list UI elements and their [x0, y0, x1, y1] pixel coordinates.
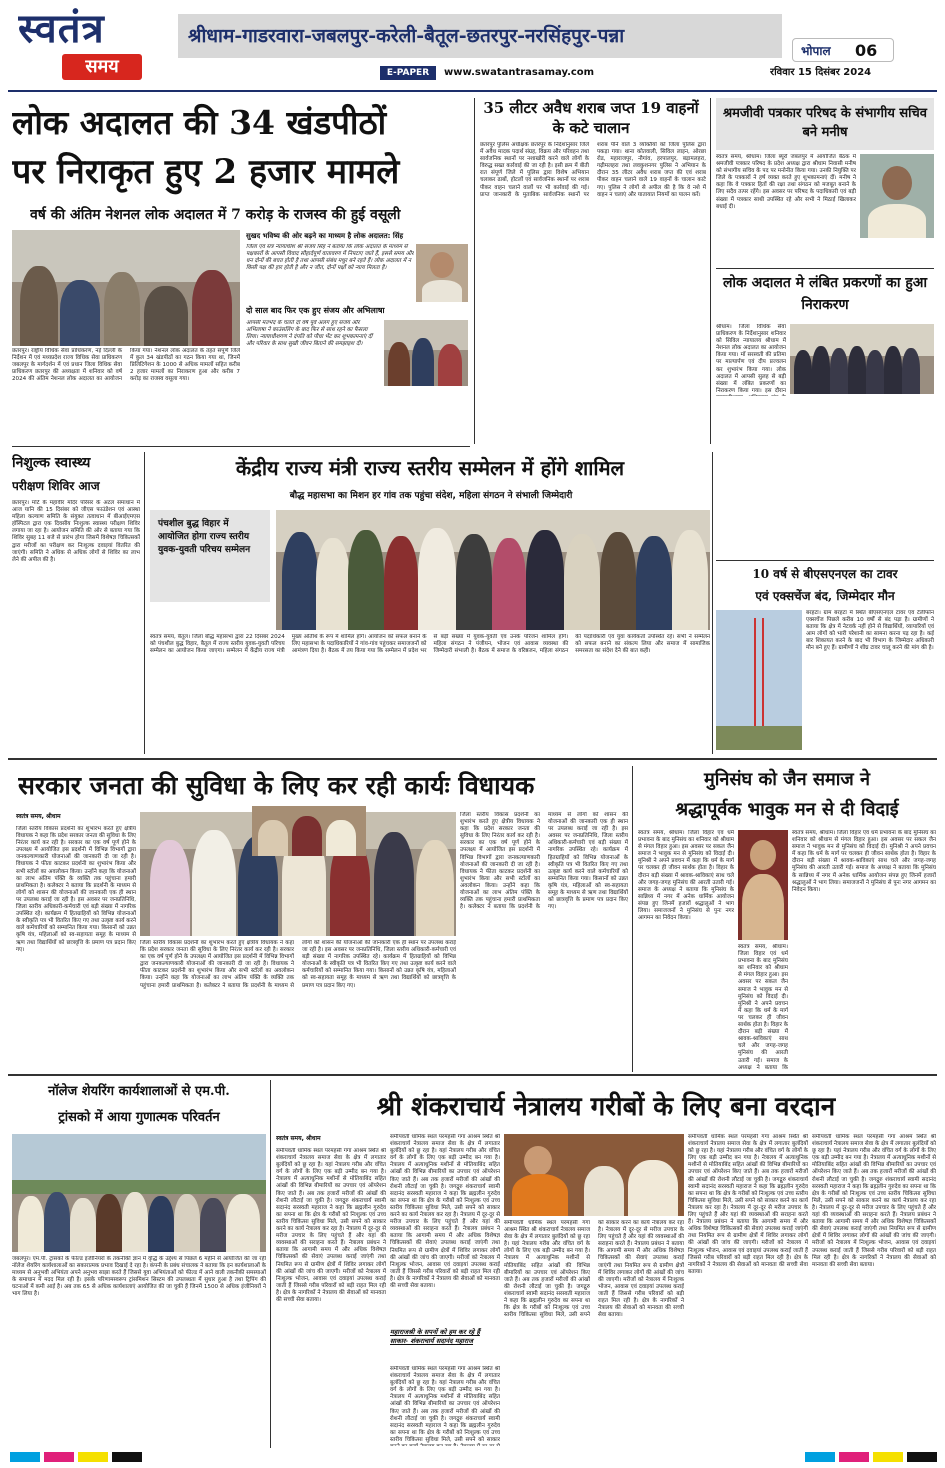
masthead-rule — [8, 90, 937, 92]
story1-sub2: दो साल बाद फिर एक हुए संजय और अभिलाषा — [246, 306, 385, 315]
story3-photo-manish — [860, 154, 934, 238]
masthead — [0, 0, 945, 90]
story11-body-c2: समीपवर्ती धार्मिक स्थल परमहंसी गंगा आश्रम स्थित श्री शंकराचार्य नेत्रालय समाज सेवा के क्षेत्र में लगातार बुलंदियों को छू रहा है। यहां नेत्रालय गरीब और वंचित वर्ग के लोगों के लिए एक बड़ी उम्मीद बन गया है। नेत्रालय में अत्याधुनिक मशीनों से मोतियाबिंद सहित आंखों की विभिन्न बीमारियों का उपचार एवं ऑपरेशन किए जाते हैं। अब तक हजारों मरीजों की आंखों की रोशनी लौटाई जा चुकी है। जगद्गुरु शंकराचार्य स्वामी सदानंद सरस्वती महाराज ने कहा कि ब्रह्मलीन गुरुदेव का सपना था कि क्षेत्र के गरीबों को निःशुल्क एवं उच्च स्तरीय चिकित्सा सुविधा मिले, उसी सपने को साकार करने का कार्य नेत्रालय कर रहा है। नेत्रालय में दूर-दूर से मरीज उपचार के लिए पहुंचते हैं और यहां की व्यवस्थाओं की सराहना करते हैं। नेत्रालय प्रबंधन ने बताया कि आगामी समय में और अधिक विशेषज्ञ चिकित्सकों की सेवाएं उपलब्ध कराई जाएंगी तथा नियमित रूप से ग्रामीण क्षेत्रों में शिविर लगाकर लोगों की आंखों की जांच की जाएगी। मरीजों को नेत्रालय में निःशुल्क भोजन, आवास एवं दवाइयां उपलब्ध कराई जाती हैं जिससे गरीब परिवारों को बड़ी राहत मिल रही है। क्षेत्र के नागरिकों ने नेत्रालय की सेवाओं को मानवता की सच्ची सेवा बताया। — [390, 1134, 500, 1289]
story2-headline: 35 लीटर अवैध शराब जप्त 19 वाहनों के कटे चालान — [483, 99, 699, 137]
col-rule-3 — [144, 452, 145, 754]
story11-inner-head: महाराजश्री के सपनों को हम कर रहे हैं साकार- शंकराचार्य सदानंद महाराज — [390, 1328, 480, 1345]
story11-body-c5: समीपवर्ती धार्मिक स्थल परमहंसी गंगा आश्रम स्थित श्री शंकराचार्य नेत्रालय समाज सेवा के क्षेत्र में लगातार बुलंदियों को छू रहा है। यहां नेत्रालय गरीब और वंचित वर्ग के लोगों के लिए एक बड़ी उम्मीद बन गया है। नेत्रालय में अत्याधुनिक मशीनों से मोतियाबिंद सहित आंखों की विभिन्न बीमारियों का उपचार एवं ऑपरेशन किए जाते हैं। अब तक हजारों मरीजों की आंखों की रोशनी लौटाई जा चुकी है। जगद्गुरु शंकराचार्य स्वामी सदानंद सरस्वती महाराज ने कहा कि ब्रह्मलीन गुरुदेव का सपना था कि क्षेत्र के गरीबों को निःशुल्क एवं उच्च स्तरीय चिकित्सा सुविधा मिले, उसी सपने को साकार करने का कार्य नेत्रालय कर रहा है। नेत्रालय में दूर-दूर से मरीज उपचार के लिए पहुंचते हैं और यहां की व्यवस्थाओं की सराहना करते हैं। नेत्रालय प्रबंधन ने बताया कि आगामी समय में और अधिक विशेषज्ञ चिकित्सकों की सेवाएं उपलब्ध कराई जाएंगी तथा नियमित रूप से ग्रामीण क्षेत्रों में शिविर लगाकर लोगों की आंखों की जांच की जाएगी। मरीजों को नेत्रालय में निःशुल्क भोजन, आवास एवं दवाइयां उपलब्ध कराई जाती हैं जिससे गरीब परिवारों को बड़ी राहत मिल रही है। क्षेत्र के नागरिकों ने नेत्रालय की सेवाओं को मानवता की सच्ची सेवा बताया। — [812, 1134, 936, 1268]
story4-body-top: श्रीधाम। जिला विधिक सेवा प्राधिकरण के निर्देशानुसार शनिवार को सिविल न्यायालय श्रीधाम में नेशनल लोक अदालत का आयोजन किया गया। माँ सरस्वती की प्रतिमा पर माल्यार्पण एवं दीप प्रज्वलन कर शुभारंभ किया गया। लोक अदालत में आपसी सुलह से बड़ी संख्या में लंबित प्रकरणों का निराकरण किया गया। इस दौरान — [716, 324, 786, 394]
story8-body-left: जिला स्तरीय विकास प्रदर्शनी का शुभारंभ करते हुए क्षेत्रीय विधायक ने कहा कि प्रदेश सरकार जनता की सुविधा के लिए निरंतर कार्य कर रही है। सरकार का एक वर्ष पूर्ण होने के उपलक्ष्य में आयोजित इस प्रदर्शनी में विभिन्न विभागों द्वारा जनकल्याणकारी योजनाओं की जानकारी दी जा रही है। विधायक ने फीता काटकर प्रदर्शनी का शुभारंभ किया और सभी स्टॉलों का अवलोकन किया। उन्होंने कहा कि योजनाओं का लाभ अंतिम पंक्ति के व्यक्ति तक पहुंचाना हमारी प्राथमिकता है। कलेक्टर ने बताया कि प्रदर्शनी के माध्यम से लोगों को शासन की योजनाओं की जानकारी एक ही स्थान पर उपलब्ध कराई जा रही है। इस अवसर पर जनप्रतिनिधि, जिला स्तरीय अधिकारी-कर्मचारी एवं बड़ी संख्या में नागरिक उपस्थित रहे। कार्यक्रम में हितग्राहियों को विभिन्न योजनाओं के स्वीकृति पत्र भी वितरित किए गए तथा उत्कृष्ट कार्य करने वाले कर्मचारियों को सम्मानित किया गया। किसानों को उन्नत कृषि यंत्र, महिलाओं को स्व-सहायता समूह के माध्यम से ऋण तथा विद्यार्थियों को छात्रवृत्ति के प्रमाण पत्र प्रदान किए गए। — [16, 826, 136, 953]
page-number: 06 — [855, 41, 878, 60]
story10-photo-engineers — [12, 1134, 266, 1252]
story10-body: जबलपुर। एम.पी. ट्रांसको के फील्ड इंजीनियरों के तकनीकी ज्ञान में वृद्धि के उद्देश्य से पिछले 6 महीने से आयोजित की जा रही नॉलेज शेयरिंग कार्यशालाओं का सकारात्मक प्रभाव दिखाई दे रहा है। कंपनी के प्रबंध संचालक ने बताया कि इन कार्यशालाओं के माध्यम से अनुभवी अभियंता अपने अनुभव साझा करते हैं जिससे युवा अभियंताओं को फील्ड में आने वाली तकनीकी समस्याओं के समाधान में मदद मिल रही है। इसके परिणामस्वरूप ट्रांसमिशन सिस्टम की उपलब्धता में सुधार हुआ है तथा ट्रिपिंग की घटनाओं में कमी आई है। अब तक 65 से अधिक कार्यशालाएं आयोजित की जा चुकी हैं जिनमें 1500 से अधिक इंजीनियरों ने भाग लिया है। — [12, 1256, 266, 1298]
logo-top-text: स्वतंत्र — [18, 6, 105, 52]
story9-body-mid: स्वतंत्र समय, श्रीधाम। जिला विहार एवं धर्म प्रभावना के बाद मुनिसंघ का शनिवार को श्रीधाम से मंगल विहार हुआ। इस अवसर पर सकल जैन समाज ने भावुक मन से मुनिसंघ को विदाई दी। मुनिश्री ने अपने प्रवचन में कहा कि धर्म के मार्ग पर चलकर ही जीवन सार्थक होता है। विहार के दौरान बड़ी संख्या में श्रावक-श्राविकाएं साथ चले और जगह-जगह मुनिसंघ की आरती उतारी गई। समाज के अध्यक्ष ने बताया कि — [738, 944, 788, 1070]
story7-headline: केंद्रीय राज्य मंत्री राज्य स्तरीय सम्मेलन में होंगे शामिल — [235, 456, 625, 480]
story1-photo-couple — [384, 320, 468, 386]
registration-bar-cyan-right — [805, 1452, 835, 1462]
story8-photo-stage — [252, 806, 366, 856]
story1-headline-2: पर निराकृत हुए 2 हजार मामले — [12, 152, 400, 192]
story8-body-mid: जिला स्तरीय विकास प्रदर्शनी का शुभारंभ करते हुए क्षेत्रीय विधायक ने कहा कि प्रदेश सरकार जनता की सुविधा के लिए निरंतर कार्य कर रही है। सरकार का एक वर्ष पूर्ण होने के उपलक्ष्य में आयोजित इस प्रदर्शनी में विभिन्न विभागों द्वारा जनकल्याणकारी योजनाओं की जानकारी दी जा रही है। विधायक ने फीता काटकर प्रदर्शनी का शुभारंभ किया और सभी स्टॉलों का अवलोकन किया। उन्होंने कहा कि योजनाओं का लाभ अंतिम पंक्ति के व्यक्ति तक पहुंचाना हमारी प्राथमिकता है। कलेक्टर ने बताया कि प्रदर्शनी के माध्यम से लोगों को शासन की योजनाओं की जानकारी एक ही स्थान पर उपलब्ध कराई जा रही है। इस अवसर पर जनप्रतिनिधि, जिला स्तरीय अधिकारी-कर्मचारी एवं बड़ी संख्या में नागरिक उपस्थित रहे। कार्यक्रम में हितग्राहियों को विभिन्न योजनाओं के स्वीकृति पत्र भी वितरित किए गए तथा उत्कृष्ट कार्य करने वाले कर्मचारियों को सम्मानित किया गया। किसानों को उन्नत कृषि यंत्र, महिलाओं को स्व-सहायता समूह के माध्यम से ऋण तथा विद्यार्थियों को छात्रवृत्ति के प्रमाण पत्र प्रदान किए गए। — [140, 940, 456, 989]
registration-bar-black-right — [907, 1452, 937, 1462]
col-rule-1 — [474, 98, 475, 444]
story11-body-c3: समीपवर्ती धार्मिक स्थल परमहंसी गंगा आश्रम स्थित श्री शंकराचार्य नेत्रालय समाज सेवा के क्षेत्र में लगातार बुलंदियों को छू रहा है। यहां नेत्रालय गरीब और वंचित वर्ग के लोगों के लिए एक बड़ी उम्मीद बन गया है। नेत्रालय में अत्याधुनिक मशीनों से मोतियाबिंद सहित आंखों की विभिन्न बीमारियों का उपचार एवं ऑपरेशन किए जाते हैं। अब तक हजारों मरीजों की आंखों की रोशनी लौटाई जा चुकी है। जगद्गुरु शंकराचार्य स्वामी सदानंद सरस्वती महाराज ने कहा कि ब्रह्मलीन गुरुदेव का सपना था कि क्षेत्र के गरीबों को निःशुल्क एवं उच्च स्तरीय चिकित्सा सुविधा मिले, उसी सपने को साकार करने का कार्य नेत्रालय कर रहा है। नेत्रालय में दूर-दूर से मरीज उपचार के लिए पहुंचते हैं और यहां की व्यवस्थाओं की सराहना करते हैं। नेत्रालय प्रबंधन ने बताया कि आगामी समय में और अधिक विशेषज्ञ चिकित्सकों की सेवाएं उपलब्ध कराई जाएंगी तथा नियमित रूप से ग्रामीण क्षेत्रों में शिविर लगाकर लोगों की आंखों की जांच की जाएगी। मरीजों को नेत्रालय में निःशुल्क भोजन, आवास एवं दवाइयां उपलब्ध कराई जाती हैं जिससे गरीब परिवारों को बड़ी राहत मिल रही है। क्षेत्र के नागरिकों ने नेत्रालय की सेवाओं को मानवता की सच्ची सेवा बताया। — [504, 1220, 684, 1319]
story3-body: स्वतंत्र समय, श्रीधाम। जिला ब्यूरो जबलपुर में आयोजित बैठक में श्रमजीवी पत्रकार परिषद के प्रदेश अध्यक्ष द्वारा श्रीधाम निवासी मनीष को संभागीय सचिव के पद पर मनोनीत किया गया। उनकी नियुक्ति पर जिले के पत्रकारों ने हर्ष व्यक्त करते हुए शुभकामनाएं दीं। मनीष ने कहा कि वे पत्रकार हितों की रक्षा तथा संगठन को मजबूत बनाने के लिए सदैव तत्पर रहेंगे। इस अवसर पर परिषद के पदाधिकारी एवं बड़ी संख्या में पत्रकार साथी उपस्थित रहे और सभी ने मिठाई खिलाकर बधाई दी। — [716, 154, 856, 210]
story6-headline-2: परीक्षण शिविर आज — [12, 479, 100, 493]
story7-box-text: पंचशील बुद्ध विहार में आयोजित होगा राज्य स्तरीय युवक-युवती परिचय सम्मेलन — [158, 519, 251, 555]
story1-kicker: सुखद भविष्य की ओर बढ़ने का माध्यम है लोक अदालत: सिंह — [246, 232, 404, 240]
registration-bar-magenta — [44, 1452, 74, 1462]
issue-date: रविवार 15 दिसंबर 2024 — [770, 67, 872, 78]
story9-photo-muni — [738, 830, 788, 940]
story11-body-c2b: समीपवर्ती धार्मिक स्थल परमहंसी गंगा आश्रम स्थित श्री शंकराचार्य नेत्रालय समाज सेवा के क्षेत्र में लगातार बुलंदियों को छू रहा है। यहां नेत्रालय गरीब और वंचित वर्ग के लोगों के लिए एक बड़ी उम्मीद बन गया है। नेत्रालय में अत्याधुनिक मशीनों से मोतियाबिंद सहित आंखों की विभिन्न बीमारियों का उपचार एवं ऑपरेशन किए जाते हैं। अब तक हजारों मरीजों की आंखों की रोशनी लौटाई जा चुकी है। जगद्गुरु शंकराचार्य स्वामी सदानंद सरस्वती महाराज ने कहा कि ब्रह्मलीन गुरुदेव का सपना था कि क्षेत्र के गरीबों को निःशुल्क एवं उच्च स्तरीय चिकित्सा सुविधा मिले, उसी सपने को साकार — [390, 1366, 500, 1443]
story5-body: बरहटा। ग्राम बरहटा में स्थित बीएसएनएल टावर एवं टेलीफोन एक्सचेंज पिछले करीब 10 वर्षों से बंद पड़ा है। ग्रामीणों ने बताया कि क्षेत्र में नेटवर्क नहीं होने से विद्यार्थियों, व्यापारियों एवं आम लोगों को भारी परेशानी का सामना करना पड़ रहा है। कई बार शिकायत करने के बाद भी विभाग के जिम्मेदार अधिकारी मौन बने हुए हैं। ग्रामीणों ने शीघ्र टावर चालू करने की मांग की है। — [806, 610, 934, 652]
col-rule-4 — [712, 452, 713, 754]
story7-body: स्वतंत्र समय, बैतूल। जिला बौद्ध महासभा द्वारा 22 दिसंबर 2024 को पंचशील बुद्ध विहार, बैतूल में राज्य स्तरीय युवक-युवती परिचय सम्मेलन का आयोजन किया जाएगा। सम्मेलन में केंद्रीय राज्य मंत्री मुख्य अतिथि के रूप में शामिल होंगे। आयोजन को सफल बनाने के लिए महासभा के पदाधिकारियों ने गांव-गांव पहुंचकर समाजजनों को आमंत्रण दिया है। बैठक में तय किया गया कि सम्मेलन में प्रदेश भर से बड़ी संख्या में युवक-युवती एवं उनके परिजन शामिल होंगे। महिला संगठन ने पंजीयन, भोजन एवं आवास व्यवस्था की जिम्मेदारी संभाली है। बैठक में समाज के वरिष्ठजन, महिला संगठन की पदाधिकारी एवं युवा कार्यकर्ता उपस्थित रहे। सभी ने सम्मेलन को सफल बनाने का संकल्प लिया और समाज में सामाजिक समरसता का संदेश देने की बात कही। — [150, 634, 710, 655]
col-rule-6 — [270, 1080, 271, 1448]
story5-headline-2: एवं एक्सचेंज बंद, जिम्मेदार मौन — [755, 589, 895, 603]
story11-headline: श्री शंकराचार्य नेत्रालय गरीबों के लिए बना वरदान — [376, 1092, 836, 1122]
cities-text: श्रीधाम-गाडरवारा-जबलपुर-करेली-बैतूल-छतरपुर-नरसिंहपुर-पन्ना — [188, 25, 625, 47]
story6-headline-1: निशुल्क स्वास्थ्य — [12, 455, 91, 471]
story11-body-c1: समीपवर्ती धार्मिक स्थल परमहंसी गंगा आश्रम स्थित श्री शंकराचार्य नेत्रालय समाज सेवा के क्षेत्र में लगातार बुलंदियों को छू रहा है। यहां नेत्रालय गरीब और वंचित वर्ग के लोगों के लिए एक बड़ी उम्मीद बन गया है। नेत्रालय में अत्याधुनिक मशीनों से मोतियाबिंद सहित आंखों की विभिन्न बीमारियों का उपचार एवं ऑपरेशन किए जाते हैं। अब तक हजारों मरीजों की आंखों की रोशनी लौटाई जा चुकी है। जगद्गुरु शंकराचार्य स्वामी सदानंद सरस्वती महाराज ने कहा कि ब्रह्मलीन गुरुदेव का सपना था कि क्षेत्र के गरीबों को निःशुल्क एवं उच्च स्तरीय चिकित्सा सुविधा मिले, उसी सपने को साकार करने का कार्य नेत्रालय कर रहा है। नेत्रालय में दूर-दूर से मरीज उपचार के लिए पहुंचते हैं और यहां की व्यवस्थाओं की सराहना करते हैं। नेत्रालय प्रबंधन ने बताया कि आगामी समय में और अधिक विशेषज्ञ चिकित्सकों की सेवाएं उपलब्ध कराई जाएंगी तथा नियमित रूप से ग्रामीण क्षेत्रों में शिविर लगाकर लोगों की आंखों की जांच की जाएगी। मरीजों को नेत्रालय में निःशुल्क भोजन, आवास एवं दवाइयां उपलब्ध कराई जाती हैं जिससे गरीब परिवारों को बड़ी राहत मिल रही है। क्षेत्र के नागरिकों ने नेत्रालय की सेवाओं को मानवता की सच्ची सेवा बताया। — [276, 1148, 386, 1303]
story1-photo-judge — [416, 244, 468, 302]
edition-city: भोपाल — [801, 44, 831, 58]
story1-body: छतरपुर। राष्ट्रीय विधिक सेवा प्राधिकरण, नई दिल्ली के निर्देशन में एवं मध्यप्रदेश राज्य विधिक सेवा प्राधिकरण जबलपुर के मार्गदर्शन में एवं प्रधान जिला विधिक सेवा प्राधिकरण छतरपुर की अध्यक्षता में शनिवार को वर्ष 2024 की अंतिम नेशनल लोक अदालत का आयोजन किया गया। नेशनल लोक अदालत के तहत संपूर्ण जिले में कुल 34 खंडपीठों का गठन किया गया था, जिनमें प्रिलिटिगेशन के 1000 से अधिक मामलों सहित करीब 2 हजार मामलों का निराकरण हुआ और करीब 7 करोड़ का राजस्व वसूला गया। — [12, 348, 240, 383]
story10-headline-2: ट्रांसको में आया गुणात्मक परिवर्तन — [58, 1110, 220, 1125]
story9-body-left: स्वतंत्र समय, श्रीधाम। जिला विहार एवं धर्म प्रभावना के बाद मुनिसंघ का शनिवार को श्रीधाम से मंगल विहार हुआ। इस अवसर पर सकल जैन समाज ने भावुक मन से मुनिसंघ को विदाई दी। मुनिश्री ने अपने प्रवचन में कहा कि धर्म के मार्ग पर चलकर ही जीवन सार्थक होता है। विहार के दौरान बड़ी संख्या में श्रावक-श्राविकाएं साथ चले और जगह-जगह मुनिसंघ की आरती उतारी गई। समाज के अध्यक्ष ने बताया कि मुनिसंघ के सान्निध्य में नगर में अनेक धार्मिक आयोजन संपन्न हुए जिनमें हजारों श्रद्धालुओं ने भाग लिया। समाजजनों ने मुनिसंघ से पुनः नगर आगमन का निवेदन किया। — [638, 830, 734, 922]
logo-bottom-text: समय — [85, 56, 119, 77]
website-link[interactable]: www.swatantrasamay.com — [444, 67, 595, 78]
story11-byline: स्वतंत्र समय, श्रीधाम — [276, 1135, 321, 1142]
story4-headline: लोक अदालत मे लंबित प्रकरणों का हुआ निराकरण — [722, 275, 928, 313]
col-rule-2 — [710, 98, 711, 444]
story7-subhead: बौद्ध महासभा का मिशन हर गांव तक पहुंचा संदेश, महिला संगठन ने संभाली जिम्मेदारी — [289, 491, 573, 501]
story5-headline-1: 10 वर्ष से बीएसएनएल का टावर — [752, 567, 898, 581]
story8-headline: सरकार जनता की सुविधा के लिए कर रही कार्यः विधायक — [18, 771, 535, 800]
logo — [18, 6, 168, 88]
story7-photo-group — [276, 510, 710, 630]
story2-body: छतरपुर पुलिस अधीक्षक छतरपुर के निर्देशानुसार जिले में अवैध मादक पदार्थ संग्रह, विक्रय और परिवहन तथा सार्वजनिक स्थानों पर नशाखोरी करने वाले लोगों के विरुद्ध सख्त कार्रवाई की जा रही है। इसी क्रम में बीती रात संपूर्ण जिले में पुलिस द्वारा विशेष अभियान चलाकर ढाबों, होटलों एवं सार्वजनिक स्थानों पर शराब पीकर वाहन चलाने वालों पर भी कार्रवाई की गई। प्राप्त जानकारी के मुताबिक सार्वजनिक स्थानों पर शराब पीने वाले 3 व्यक्तियों को जिला पुलिस द्वारा पकड़ा गया। थाना कोतवाली, सिविल लाइन, ओरछा रोड, महाराजपुर, नौगांव, हरपालपुर, बड़ामलहरा, गढ़ीमलहरा तथा लवकुशनगर पुलिस ने अभियान के दौरान 35 लीटर अवैध शराब जप्त की एवं शराब पीकर वाहन चलाने वाले 19 वाहनों के चालान काटे गए। पुलिस ने लोगों से अपील की है कि वे नशे में वाहन न चलाएं और यातायात नियमों का पालन करें। — [480, 142, 706, 198]
story3-bottom-rule — [716, 268, 934, 269]
section-rule-1 — [8, 758, 937, 760]
col-rule-5 — [632, 766, 633, 1072]
registration-bar-yellow — [78, 1452, 108, 1462]
story11-body-c4: समीपवर्ती धार्मिक स्थल परमहंसी गंगा आश्रम स्थित श्री शंकराचार्य नेत्रालय समाज सेवा के क्षेत्र में लगातार बुलंदियों को छू रहा है। यहां नेत्रालय गरीब और वंचित वर्ग के लोगों के लिए एक बड़ी उम्मीद बन गया है। नेत्रालय में अत्याधुनिक मशीनों से मोतियाबिंद सहित आंखों की विभिन्न बीमारियों का उपचार एवं ऑपरेशन किए जाते हैं। अब तक हजारों मरीजों की आंखों की रोशनी लौटाई जा चुकी है। जगद्गुरु शंकराचार्य स्वामी सदानंद सरस्वती महाराज ने कहा कि ब्रह्मलीन गुरुदेव का सपना था कि क्षेत्र के गरीबों को निःशुल्क एवं उच्च स्तरीय चिकित्सा सुविधा मिले, उसी सपने को साकार करने का कार्य नेत्रालय कर रहा है। नेत्रालय में दूर-दूर से मरीज उपचार के लिए पहुंचते हैं और यहां की व्यवस्थाओं की सराहना करते हैं। नेत्रालय प्रबंधन ने बताया कि आगामी समय में और अधिक विशेषज्ञ चिकित्सकों की सेवाएं उपलब्ध कराई जाएंगी तथा नियमित रूप से ग्रामीण क्षेत्रों में शिविर लगाकर लोगों की आंखों की जांच की जाएगी। मरीजों को नेत्रालय में निःशुल्क भोजन, आवास एवं दवाइयां उपलब्ध कराई जाती हैं जिससे गरीब परिवारों को बड़ी राहत मिल रही है। क्षेत्र के नागरिकों ने नेत्रालय की सेवाओं को मानवता की सच्ची सेवा बताया। — [688, 1134, 808, 1275]
story7-box — [150, 510, 270, 602]
story5-photo-tower — [716, 610, 802, 750]
registration-bar-magenta-right — [839, 1452, 869, 1462]
story8-body-right: जिला स्तरीय विकास प्रदर्शनी का शुभारंभ करते हुए क्षेत्रीय विधायक ने कहा कि प्रदेश सरकार जनता की सुविधा के लिए निरंतर कार्य कर रही है। सरकार का एक वर्ष पूर्ण होने के उपलक्ष्य में आयोजित इस प्रदर्शनी में विभिन्न विभागों द्वारा जनकल्याणकारी योजनाओं की जानकारी दी जा रही है। विधायक ने फीता काटकर प्रदर्शनी का शुभारंभ किया और सभी स्टॉलों का अवलोकन किया। उन्होंने कहा कि योजनाओं का लाभ अंतिम पंक्ति के व्यक्ति तक पहुंचाना हमारी प्राथमिकता है। कलेक्टर ने बताया कि प्रदर्शनी के माध्यम से लोगों को शासन की योजनाओं की जानकारी एक ही स्थान पर उपलब्ध कराई जा रही है। इस अवसर पर जनप्रतिनिधि, जिला स्तरीय अधिकारी-कर्मचारी एवं बड़ी संख्या में नागरिक उपस्थित रहे। कार्यक्रम में हितग्राहियों को विभिन्न योजनाओं के स्वीकृति पत्र भी वितरित किए गए तथा उत्कृष्ट कार्य करने वाले कर्मचारियों को सम्मानित किया गया। किसानों को उन्नत कृषि यंत्र, महिलाओं को स्व-सहायता समूह के माध्यम से ऋण तथा विद्यार्थियों को छात्रवृत्ति के प्रमाण पत्र प्रदान किए गए। — [460, 812, 628, 911]
story6-body: छतरपुर। मोटे के महावीर मंदिर परिसर के अटल समाधान में आज यानि की 15 दिसंबर को जीएस फाउंडेशन एवं आस्था महिला कल्याण समिति के संयुक्त तत्वाधान में बीआईएमएस हॉस्पिटल द्वारा एक दिवसीय निःशुल्क स्वास्थ्य परीक्षण शिविर लगाया जा रहा है। आयोजन समिति की ओर से बताया गया कि शिविर सुबह 11 बजे से प्रारंभ होगा जिसमें विशेषज्ञ चिकित्सकों द्वारा मरीजों का परीक्षण कर निःशुल्क दवाइयां वितरित की जाएंगी। समिति ने अधिक से अधिक लोगों से शिविर का लाभ लेने की अपील की है। — [12, 500, 140, 563]
edition-box — [792, 38, 894, 62]
cities-bar — [178, 14, 782, 58]
logo-bottom-band — [62, 54, 142, 80]
story11-photo-shankaracharya — [504, 1134, 684, 1216]
registration-bar-black — [112, 1452, 142, 1462]
registration-bar-yellow-right — [873, 1452, 903, 1462]
epaper-badge: E-PAPER — [380, 66, 436, 80]
story4-bottom-rule — [716, 560, 934, 561]
story9-headline-1: मुनिसंघ को जैन समाज ने — [703, 769, 871, 790]
story1-quote: जिला एवं सत्र न्यायाधीश श्री संजय सिंह ने बताया कि लोक अदालत के माध्यम से पक्षकारों के आपसी विवाद सौहार्दपूर्ण वातावरण में निपटाए जाते हैं, इससे समय और धन दोनों की बचत होती है तथा आपसी संबंध मधुर बने रहते हैं। लोक अदालत में न किसी पक्ष की हार होती है और न जीत, दोनों पक्षों को न्याय मिलता है। — [246, 244, 414, 271]
story1-para2: आपसी मतभेद के चलते दो वर्ष पूर्व अलग हुए संजय और अभिलाषा ने काउंसलिंग के बाद फिर से साथ रहने का फैसला लिया। न्यायाधीशगण ने दंपति को पौधा भेंट कर शुभकामनाएं दीं और परिवार के साथ सुखी जीवन बिताने की समझाइश दी। — [246, 320, 373, 347]
story4-photo-court — [790, 324, 934, 394]
registration-bar-cyan — [10, 1452, 40, 1462]
story9-headline-2: श्रद्धापूर्वक भावुक मन से दी विदाई — [675, 799, 899, 820]
story8-byline: स्वतंत्र समय, श्रीधाम — [16, 813, 61, 820]
story10-headline-1: नॉलेज शेयरिंग कार्यशालाओं से एम.पी. — [48, 1084, 230, 1099]
story1-subhead: वर्ष की अंतिम नेशनल लोक अदालत में 7 करोड़ के राजस्व की हुई वसूली — [30, 207, 401, 223]
story3-box — [716, 98, 934, 150]
story1-photo-court — [12, 230, 240, 346]
section-rule-2 — [8, 1074, 937, 1076]
story1-headline-1: लोक अदालत की 34 खंडपीठों — [12, 103, 387, 142]
story3-headline: श्रमजीवी पत्रकार परिषद के संभागीय सचिव बने मनीष — [722, 106, 928, 140]
story1-bottom-rule — [12, 446, 470, 447]
story9-body-right: स्वतंत्र समय, श्रीधाम। जिला विहार एवं धर्म प्रभावना के बाद मुनिसंघ का शनिवार को श्रीधाम से मंगल विहार हुआ। इस अवसर पर सकल जैन समाज ने भावुक मन से मुनिसंघ को विदाई दी। मुनिश्री ने अपने प्रवचन में कहा कि धर्म के मार्ग पर चलकर ही जीवन सार्थक होता है। विहार के दौरान बड़ी संख्या में श्रावक-श्राविकाएं साथ चले और जगह-जगह मुनिसंघ की आरती उतारी गई। समाज के अध्यक्ष ने बताया कि मुनिसंघ के सान्निध्य में नगर में अनेक धार्मिक आयोजन संपन्न हुए जिनमें हजारों श्रद्धालुओं ने भाग लिया। समाजजनों ने मुनिसंघ से पुनः नगर आगमन का निवेदन किया। — [792, 830, 936, 893]
